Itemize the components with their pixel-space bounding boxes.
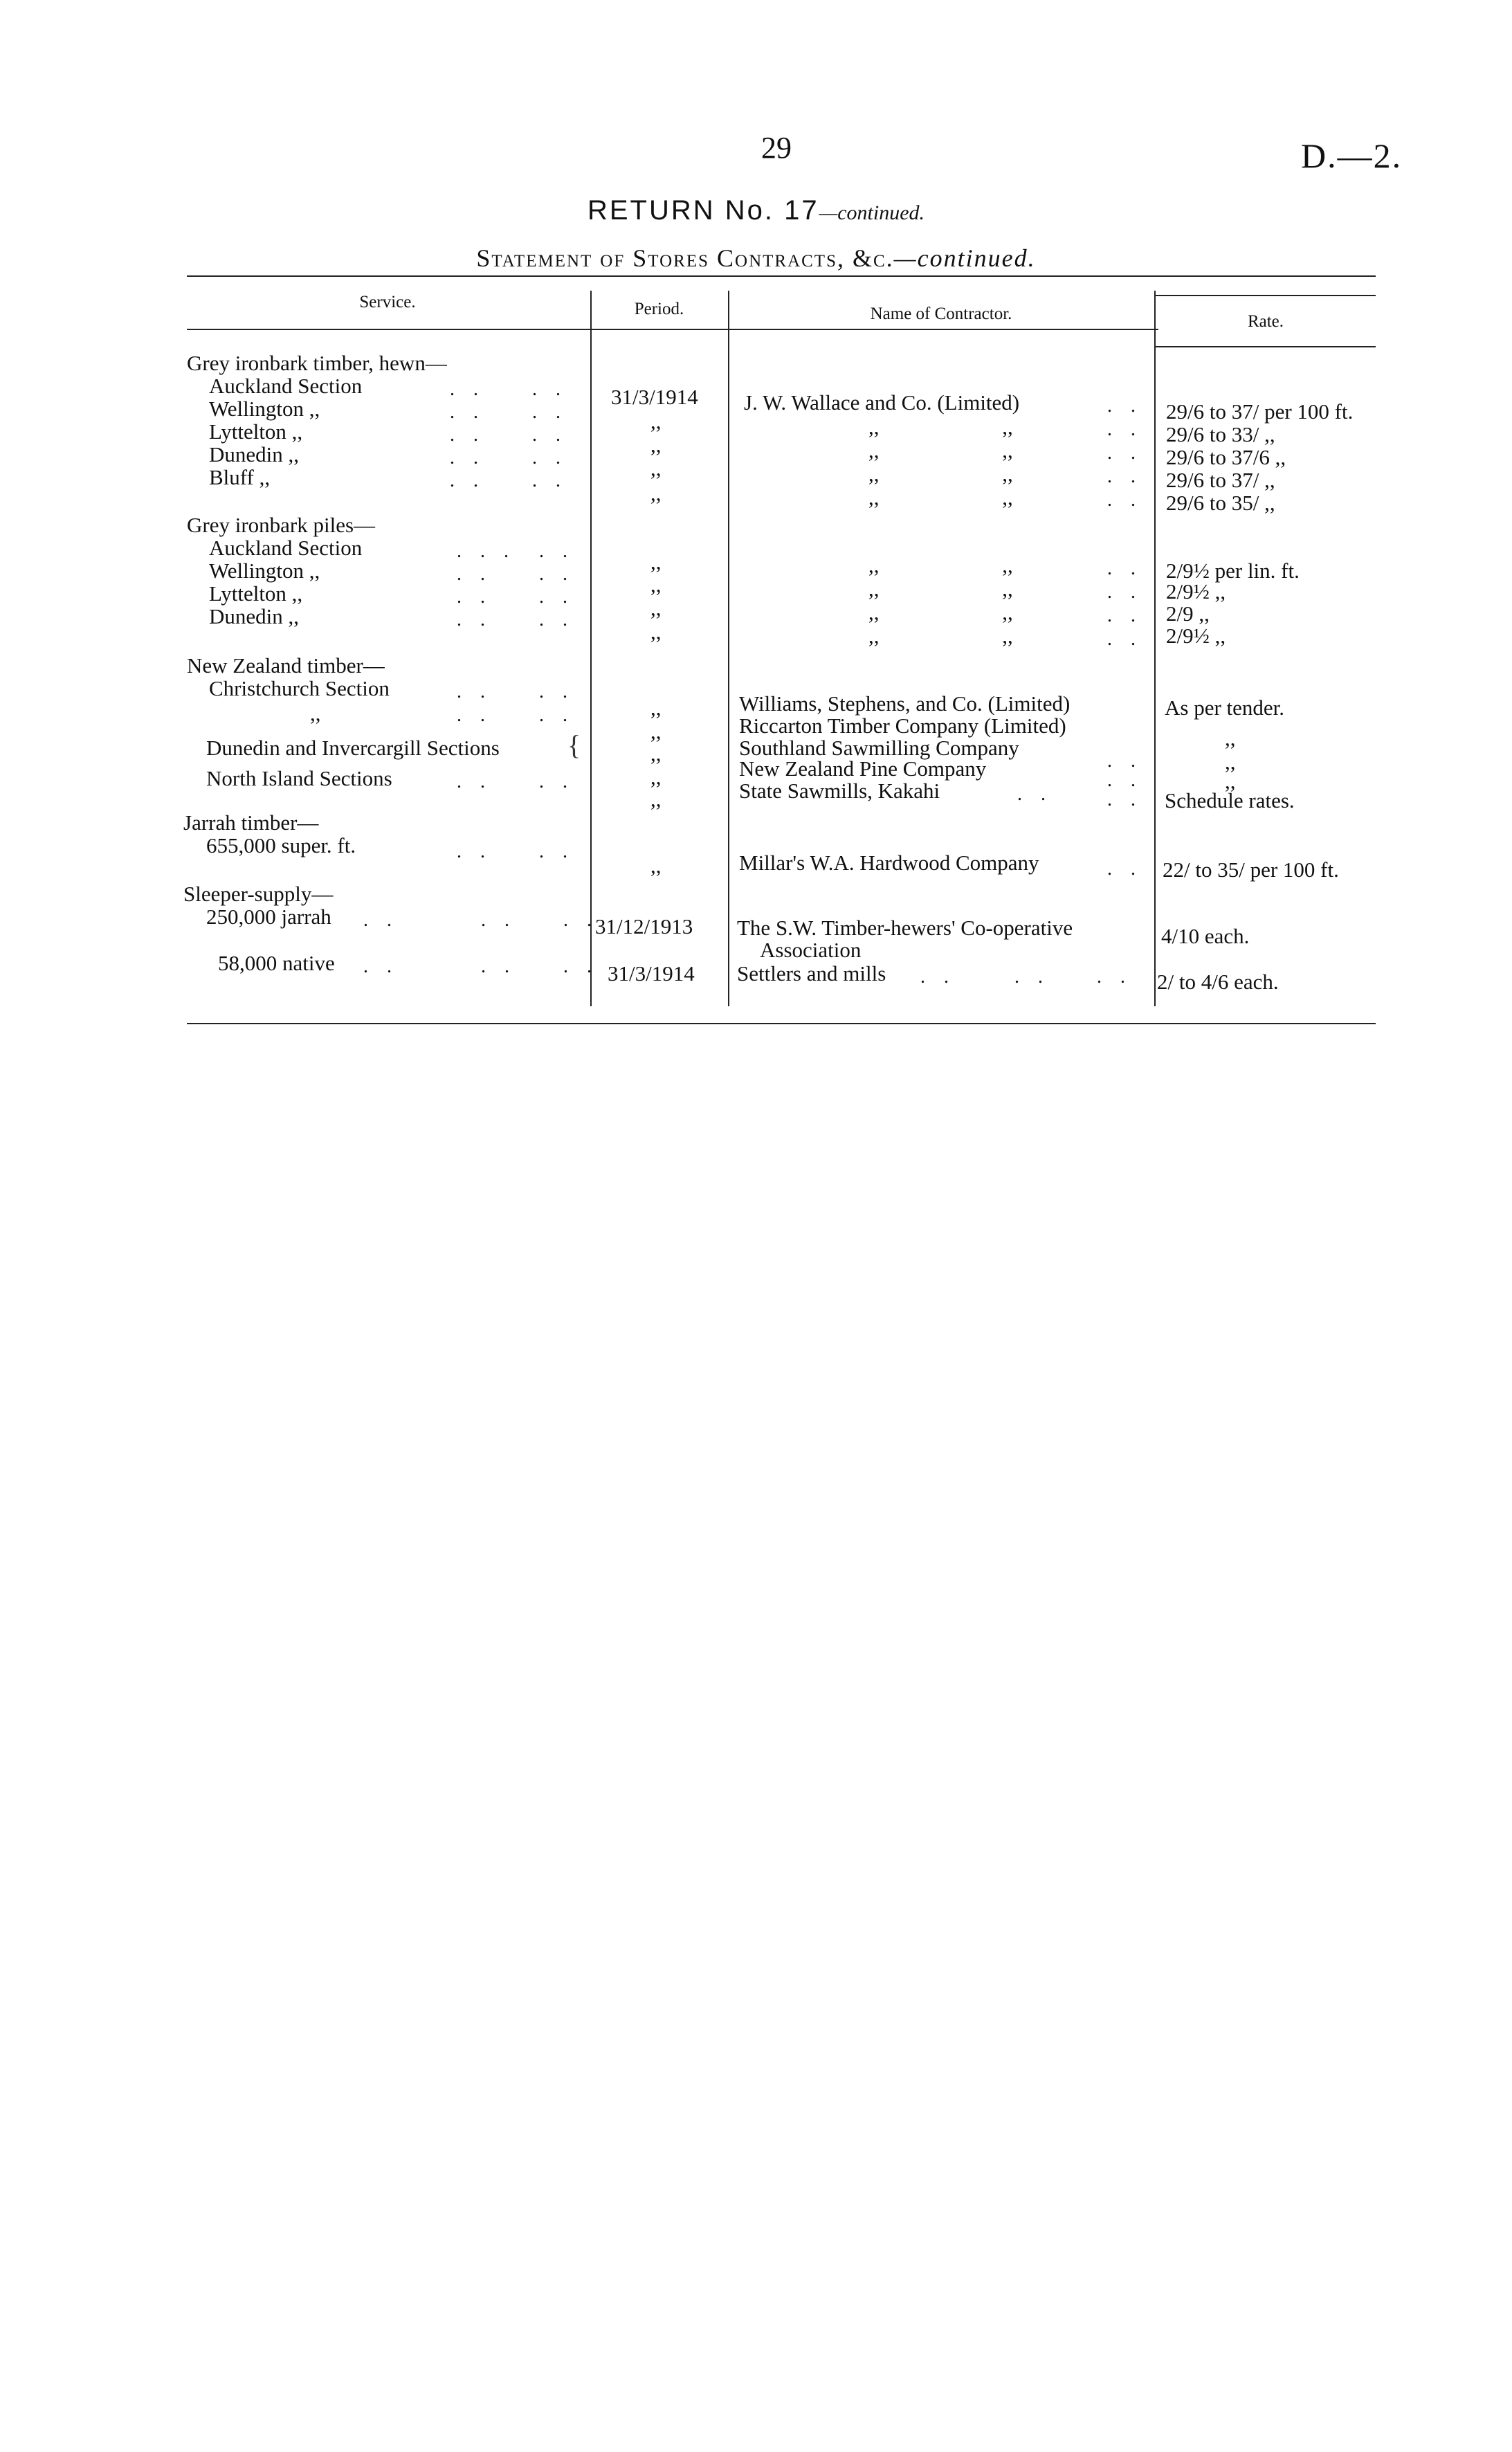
period-cell: ,,: [650, 787, 662, 811]
period-cell: 31/3/1914: [611, 385, 698, 409]
document-reference: D.—2.: [1301, 136, 1403, 175]
leader-dots: . .: [1107, 489, 1142, 511]
rate-cell: 2/9½ per lin. ft.: [1166, 558, 1300, 583]
leader-dots: . .: [1107, 395, 1142, 417]
header-contractor: Name of Contractor.: [870, 305, 1012, 323]
leader-dots: . . . .: [450, 470, 567, 491]
period-cell: ,,: [650, 572, 662, 597]
service-cell: Dunedin and Invercargill Sections: [206, 736, 500, 760]
contractor-cell: Millar's W.A. Hardwood Company: [739, 851, 1039, 875]
rate-cell: ,,: [1225, 769, 1236, 793]
contractor-cell: Settlers and mills: [737, 961, 886, 986]
leader-dots: . . . . . .: [363, 956, 599, 977]
period-cell: ,,: [650, 853, 662, 878]
rate-cell: ,,: [1225, 726, 1236, 750]
service-cell: Dunedin ,,: [209, 604, 300, 628]
rate-cell: As per tender.: [1165, 696, 1285, 720]
rate-cell: 4/10 each.: [1161, 924, 1250, 948]
brace-mark: {: [567, 729, 581, 761]
contractor-cell: ,, ,,: [868, 553, 1013, 577]
rate-cell: ,,: [1225, 750, 1236, 774]
service-cell: Auckland Section: [209, 536, 363, 560]
contractor-cell: Southland Sawmilling Company: [739, 736, 1019, 760]
leader-dots: . . . .: [450, 379, 567, 400]
period-cell: ,,: [650, 409, 662, 433]
period-cell: ,,: [650, 596, 662, 620]
statement-title-suffix: —continued.: [893, 244, 1036, 272]
leader-dots: . . . . . .: [920, 966, 1132, 988]
period-cell: ,,: [650, 719, 662, 743]
service-cell: North Island Sections: [206, 766, 392, 790]
column-divider-rate: [1154, 291, 1156, 1006]
leader-dots: . .: [1107, 770, 1142, 791]
leader-dots: . . . .: [457, 563, 574, 585]
rate-cell: 29/6 to 37/ ,,: [1166, 468, 1275, 492]
rate-cell: Schedule rates.: [1165, 788, 1295, 812]
leader-dots: . . . .: [450, 447, 567, 469]
statement-title-main: Statement of Stores Contracts, &c.: [476, 244, 894, 272]
leader-dots: . .: [1107, 789, 1142, 810]
rate-cell: 2/9½ ,,: [1166, 624, 1226, 648]
contractor-cell: The S.W. Timber-hewers' Co-operative: [737, 916, 1073, 940]
contractor-cell: ,, ,,: [868, 485, 1013, 509]
period-cell: ,,: [650, 696, 662, 720]
leader-dots: . .: [1107, 858, 1142, 880]
rate-cell: 29/6 to 37/6 ,,: [1166, 445, 1286, 469]
header-rate: Rate.: [1247, 312, 1284, 331]
statement-title: [0, 244, 1512, 273]
header-period: Period.: [634, 300, 684, 318]
rate-cell: 2/9½ ,,: [1166, 579, 1226, 603]
contractor-cell: Association: [760, 938, 862, 962]
rate-cell: 2/ to 4/6 each.: [1157, 970, 1279, 994]
service-cell: 58,000 native: [218, 951, 335, 975]
header-bottom-rule-rate: [1154, 346, 1376, 347]
leader-dots: . . . .: [457, 586, 574, 608]
service-cell: Christchurch Section: [209, 676, 390, 700]
leader-dots: . . . . . .: [363, 909, 599, 931]
column-divider-contractor: [728, 291, 729, 1006]
period-cell: ,,: [650, 741, 662, 765]
service-cell: Sleeper-supply—: [183, 882, 334, 906]
leader-dots: . .: [1017, 783, 1053, 805]
contractor-cell: ,, ,,: [868, 624, 1013, 648]
contractor-cell: State Sawmills, Kakahi: [739, 779, 940, 803]
leader-dots: . . . .: [457, 705, 574, 726]
column-divider-period: [590, 291, 592, 1006]
return-title-suffix: —continued.: [819, 201, 925, 224]
period-cell: 31/3/1914: [608, 961, 695, 986]
leader-dots: . .: [1107, 605, 1142, 626]
rate-cell: 29/6 to 33/ ,,: [1166, 422, 1275, 446]
rate-cell: 2/9 ,,: [1166, 601, 1210, 626]
leader-dots: . .: [1107, 466, 1142, 487]
service-cell: 250,000 jarrah: [206, 905, 331, 929]
contractor-cell: ,, ,,: [868, 576, 1013, 601]
leader-dots: . .: [1107, 628, 1142, 650]
period-cell: ,,: [650, 456, 662, 480]
return-title-main: RETURN No. 17: [587, 195, 819, 226]
leader-dots: . . . .: [457, 841, 574, 862]
contractor-cell: New Zealand Pine Company: [739, 756, 987, 781]
service-cell: Bluff ,,: [209, 465, 271, 489]
period-cell: ,,: [650, 481, 662, 505]
rate-cell: 29/6 to 37/ per 100 ft.: [1166, 399, 1354, 424]
period-cell: ,,: [650, 433, 662, 457]
table-top-rule: [187, 275, 1376, 277]
leader-dots: . .: [1107, 419, 1142, 440]
return-title: [0, 195, 1512, 226]
contractor-cell: Riccarton Timber Company (Limited): [739, 714, 1066, 738]
leader-dots: . . . .: [457, 771, 574, 792]
header-service: Service.: [359, 293, 416, 311]
period-cell: ,,: [650, 765, 662, 789]
service-cell: 655,000 super. ft.: [206, 833, 356, 857]
service-cell: Lyttelton ,,: [209, 419, 303, 444]
rate-cell: 29/6 to 35/ ,,: [1166, 491, 1275, 515]
contractor-cell: J. W. Wallace and Co. (Limited): [744, 390, 1020, 415]
leader-dots: . . . . .: [457, 541, 574, 562]
service-cell: Auckland Section: [209, 374, 363, 398]
service-cell: ,,: [310, 701, 321, 725]
service-cell: Grey ironbark piles—: [187, 513, 376, 537]
period-cell: 31/12/1913: [595, 914, 693, 938]
contractor-cell: ,, ,,: [868, 438, 1013, 462]
leader-dots: . . . .: [450, 401, 567, 423]
service-cell: Wellington ,,: [209, 397, 320, 421]
service-cell: Dunedin ,,: [209, 442, 300, 466]
service-cell: Jarrah timber—: [183, 810, 319, 835]
leader-dots: . .: [1107, 581, 1142, 603]
leader-dots: . . . .: [457, 609, 574, 630]
service-cell: Grey ironbark timber, hewn—: [187, 351, 447, 375]
leader-dots: . . . .: [450, 424, 567, 446]
service-cell: Wellington ,,: [209, 558, 320, 583]
page-number: 29: [761, 131, 792, 165]
leader-dots: . .: [1107, 558, 1142, 579]
contractor-cell: ,, ,,: [868, 415, 1013, 439]
contractor-cell: ,, ,,: [868, 462, 1013, 486]
contractor-cell: Williams, Stephens, and Co. (Limited): [739, 691, 1071, 716]
table-top-rule-rate: [1154, 295, 1376, 296]
period-cell: ,,: [650, 550, 662, 574]
table-bottom-rule: [187, 1023, 1376, 1024]
contractor-cell: ,, ,,: [868, 600, 1013, 624]
period-cell: ,,: [650, 619, 662, 644]
leader-dots: . . . .: [457, 681, 574, 702]
header-bottom-rule: [187, 329, 1158, 330]
leader-dots: . .: [1107, 442, 1142, 464]
service-cell: Lyttelton ,,: [209, 581, 303, 606]
rate-cell: 22/ to 35/ per 100 ft.: [1163, 857, 1339, 882]
service-cell: New Zealand timber—: [187, 653, 385, 678]
leader-dots: . .: [1107, 750, 1142, 772]
